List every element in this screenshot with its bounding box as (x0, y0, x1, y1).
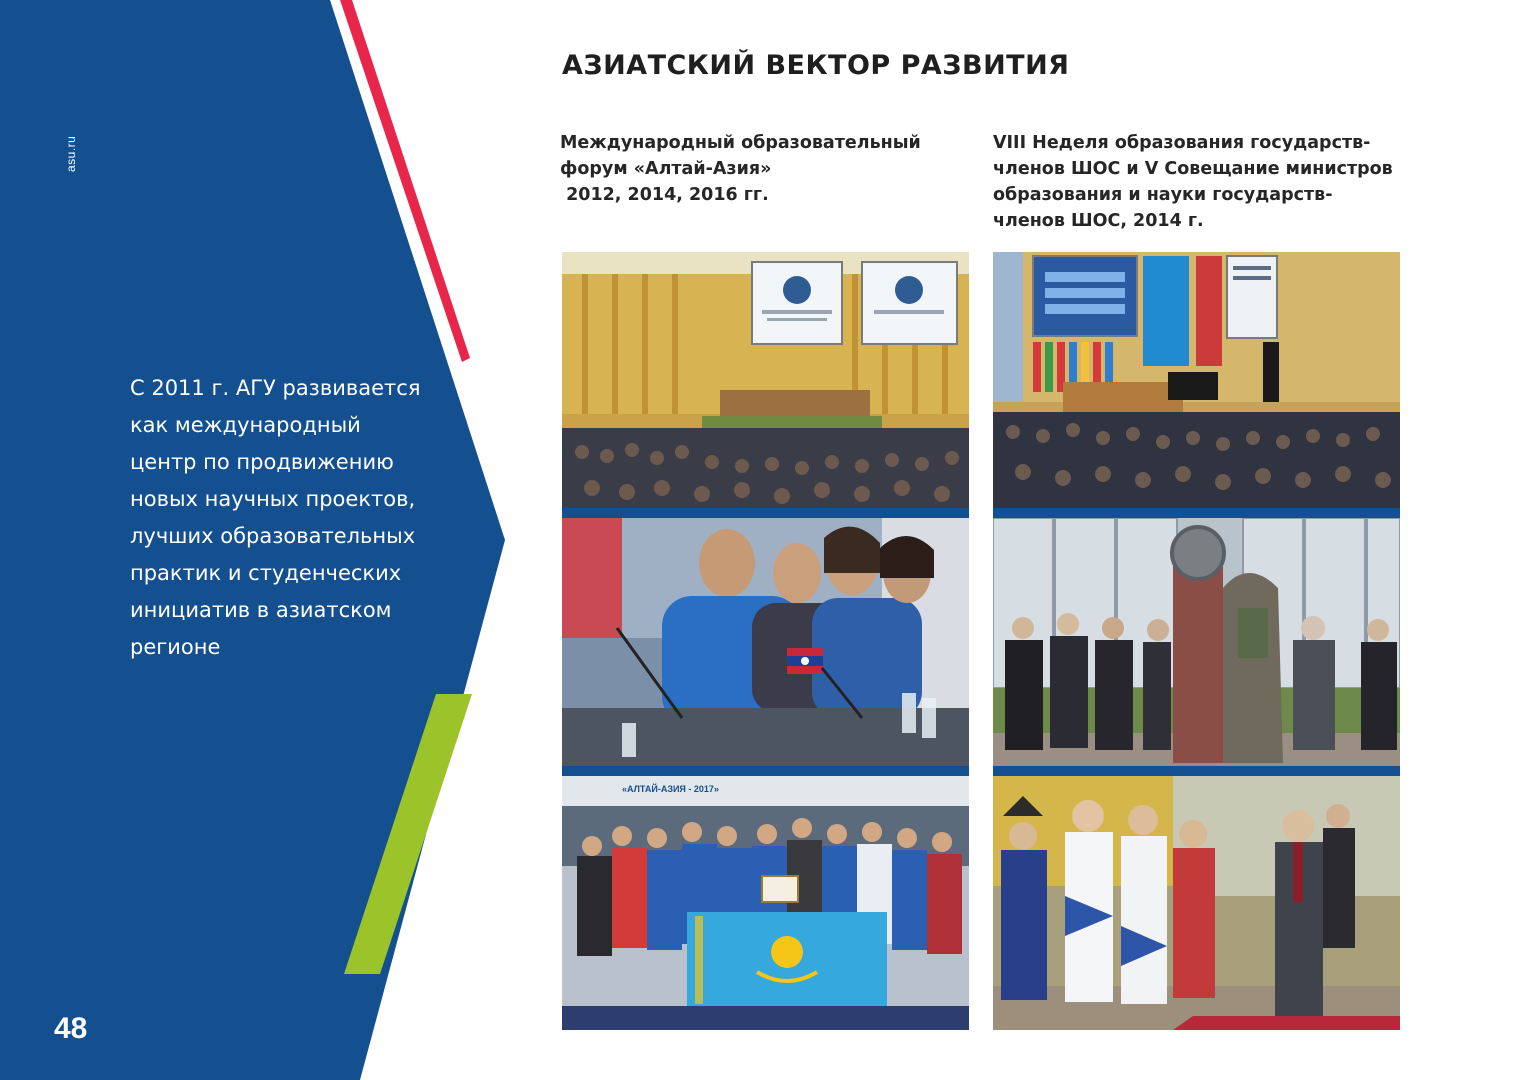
caption-line: форум «Алтай-Азия» (560, 159, 772, 179)
monument-opening-photo (993, 518, 1400, 766)
welcome-ceremony-photo (993, 776, 1400, 1030)
delegates-panel-photo (562, 518, 969, 766)
intro-line: регионе (130, 635, 221, 659)
intro-line: лучших образовательных (130, 524, 416, 548)
photo-divider (562, 508, 969, 518)
intro-line: практик и студенческих (130, 561, 402, 585)
group-with-flag-photo (562, 776, 969, 1030)
caption-line: членов ШОС, 2014 г. (993, 211, 1204, 231)
intro-line: инициатив в азиатском (130, 598, 392, 622)
caption-line: Международный образовательный (560, 133, 921, 153)
caption-line: членов ШОС и V Совещание министров (993, 159, 1393, 179)
caption-line: 2012, 2014, 2016 гг. (560, 185, 769, 205)
sco-week-caption (993, 130, 1393, 234)
forum-caption (560, 130, 921, 208)
page-title: АЗИАТСКИЙ ВЕКТОР РАЗВИТИЯ (562, 50, 1070, 81)
intro-line: центр по продвижению (130, 450, 394, 474)
photo-divider (993, 508, 1400, 518)
intro-paragraph (130, 370, 430, 666)
intro-line: как международный (130, 413, 361, 437)
page-number: 48 (54, 1012, 88, 1045)
plenary-session-photo (993, 252, 1400, 508)
intro-line: С 2011 г. АГУ развивается (130, 376, 421, 400)
caption-line: образования и науки государств- (993, 185, 1333, 205)
site-url: asu.ru (64, 135, 78, 172)
photo-divider (562, 766, 969, 776)
conference-hall-photo (562, 252, 969, 508)
banner-text: «АЛТАЙ-АЗИЯ - 2017» (622, 784, 719, 794)
photo-divider (993, 766, 1400, 776)
intro-line: новых научных проектов, (130, 487, 416, 511)
caption-line: VIII Неделя образования государств- (993, 133, 1371, 153)
